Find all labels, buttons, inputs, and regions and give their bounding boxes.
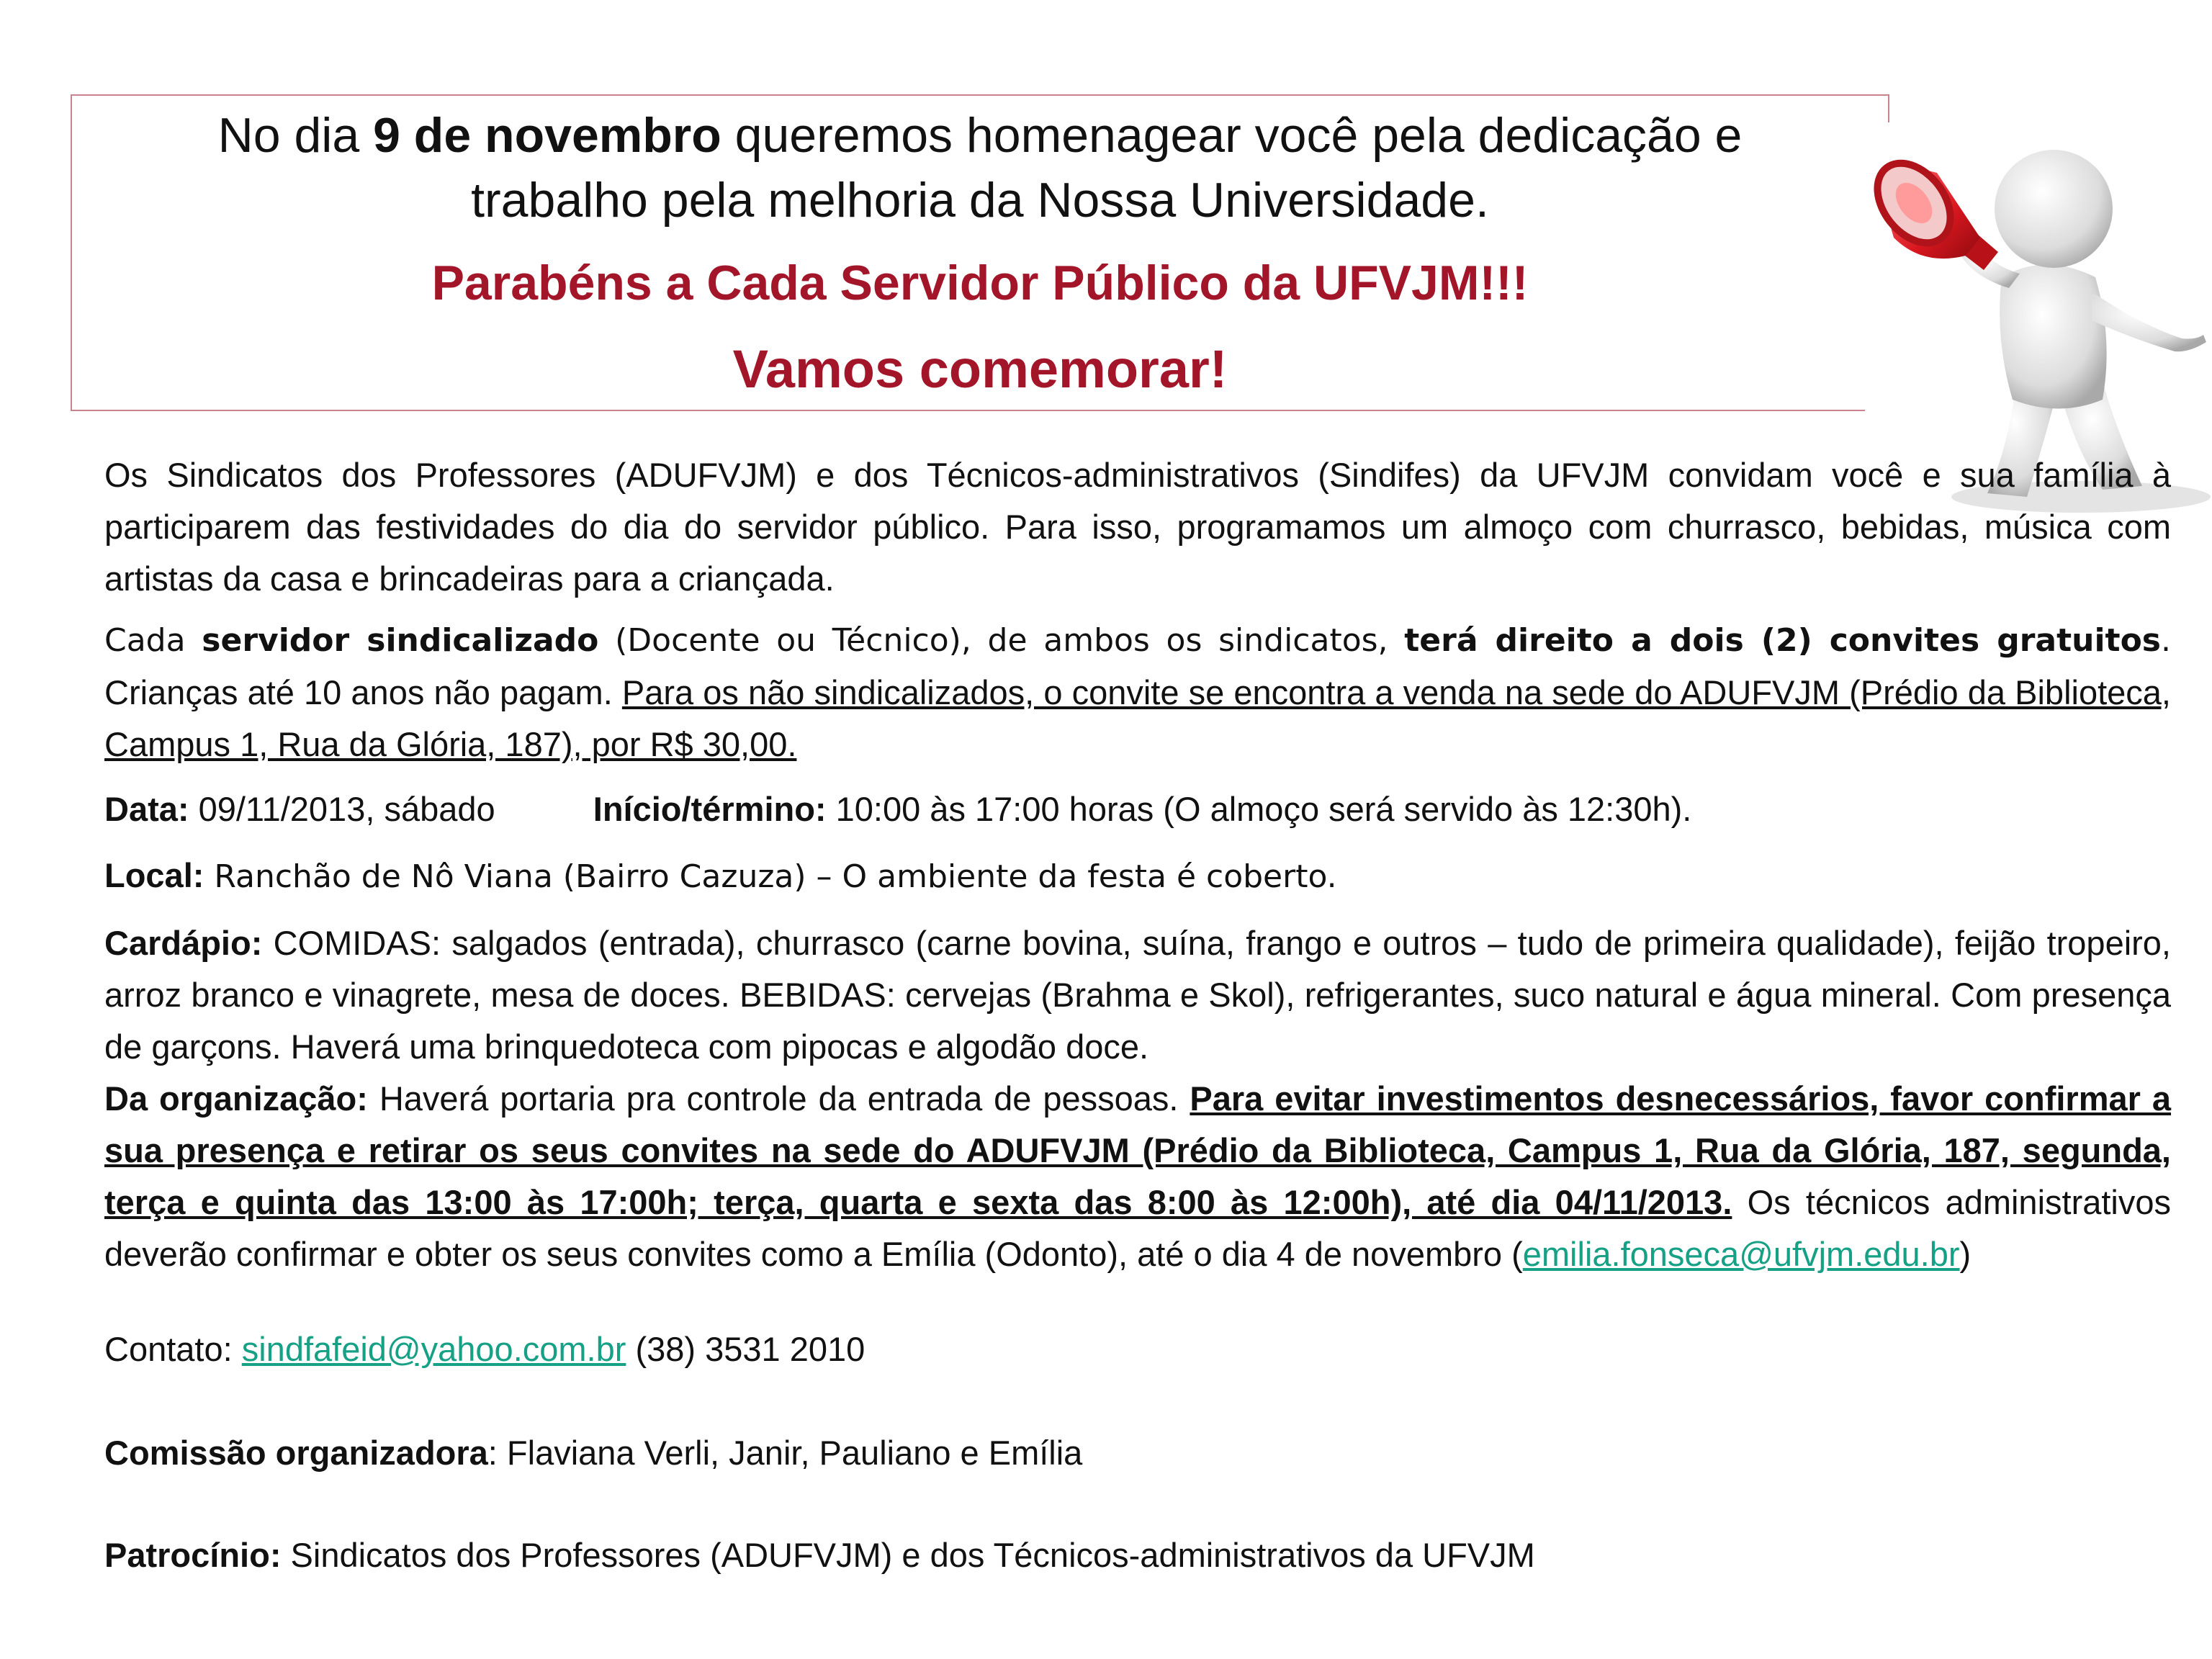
invitations-nonmember-note: Para os não sindicalizados, o convite se encontra a venda na sede do ADUFVJM (Prédio da Biblioteca, Campus 1, Rua da Glória, 187), por R$ 30,00.: [104, 673, 2171, 763]
header-line1-end: queremos homenagear você pela dedicação e: [721, 108, 1743, 163]
invitations-paragraph: [104, 613, 2171, 770]
invitations-bold-member: servidor sindicalizado: [202, 622, 599, 659]
date-value: 09/11/2013, sábado: [189, 790, 495, 828]
header-tribute-text: [72, 103, 1888, 233]
emilia-email-link[interactable]: emilia.fonseca@ufvjm.edu.br: [1522, 1235, 1960, 1273]
invitations-text-b: (Docente ou Técnico), de ambos os sindicatos,: [598, 622, 1405, 659]
time-value: 10:00 às 17:00 horas (O almoço será servido às 12:30h).: [826, 790, 1692, 828]
header-line2: trabalho pela melhoria da Nossa Universidade.: [471, 173, 1489, 228]
sponsorship-label: Patrocínio:: [104, 1536, 282, 1574]
menu-label: Cardápio:: [104, 924, 263, 962]
date-label: Data:: [104, 790, 189, 828]
contact-label: Contato:: [104, 1330, 242, 1368]
location-value: Ranchão de Nô Viana (Bairro Cazuza) – O ambiente da festa é coberto.: [204, 858, 1337, 895]
header-congrats: Parabéns a Cada Servidor Público da UFVJM!!!: [431, 256, 1529, 310]
sponsorship-value: Sindicatos dos Professores (ADUFVJM) e dos Técnicos-administrativos da UFVJM: [281, 1536, 1535, 1574]
intro-paragraph: Os Sindicatos dos Professores (ADUFVJM) e dos Técnicos-administrativos (Sindifes) da UFVJM convidam você e sua família à participarem das festividades do dia do servidor público. Para isso, programamos um almoço com churrasco, bebidas, música com artistas da casa e brincadeiras para a criançada.: [104, 456, 2171, 598]
committee-value: : Flaviana Verli, Janir, Pauliano e Emília: [487, 1434, 1083, 1472]
organization-text-b: Os técnicos administrativos deverão confirmar e obter os seus convites como a Emília (Odonto), até o dia 4 de novembro (: [104, 1183, 2172, 1273]
organization-label: Da organização:: [104, 1079, 368, 1118]
location-label: Local:: [104, 856, 204, 894]
menu-value: COMIDAS: salgados (entrada), churrasco (carne bovina, suína, frango e outros – tudo de primeira qualidade), feijão tropeiro, arroz branco e vinagrete, mesa de doces. BEBIDAS: cervejas (Brahma e Skol), refrigerantes, suco natural e água mineral. Com presença de garçons. Haverá uma brinquedoteca com pipocas e algodão doce.: [104, 924, 2171, 1066]
committee-line: [104, 1427, 2171, 1479]
sponsorship-line: [104, 1529, 2171, 1581]
organization-text-c: ): [1959, 1235, 1972, 1273]
invitations-text-c: .: [2161, 622, 2171, 659]
invitations-children-note: Crianças até 10 anos não pagam.: [104, 673, 622, 711]
contact-phone: (38) 3531 2010: [626, 1330, 866, 1368]
header-celebrate: Vamos comemorar!: [732, 339, 1228, 399]
organization-text-a: Haverá portaria pra controle da entrada de pessoas.: [367, 1079, 1190, 1118]
organization-confirm-note: Para evitar investimentos desnecessários, favor confirmar a sua presença e retirar os seus convites na sede do ADUFVJM (Prédio da Biblioteca, Campus 1, Rua da Glória, 187, segunda, terça e quinta das 13:00 às 17:00h; terça, quarta e sexta das 8:00 às 12:00h), até dia 04/11/2013.: [104, 1079, 2172, 1221]
contact-line: [104, 1323, 2171, 1375]
invitations-bold-right: terá direito a dois (2) convites gratuitos: [1404, 622, 2161, 659]
date-time-line: [104, 783, 2171, 835]
time-label: Início/término:: [593, 790, 827, 828]
organization-paragraph: [104, 1073, 2171, 1280]
header-box: [71, 94, 1889, 411]
location-line: [104, 850, 2171, 903]
invitations-text-a: Cada: [104, 622, 202, 659]
header-date-bold: 9 de novembro: [373, 108, 721, 163]
header-line1-start: No dia: [217, 108, 374, 163]
committee-label: Comissão organizadora: [104, 1434, 488, 1472]
menu-paragraph: [104, 917, 2171, 1073]
contact-email-link[interactable]: sindfafeid@yahoo.com.br: [241, 1330, 626, 1368]
